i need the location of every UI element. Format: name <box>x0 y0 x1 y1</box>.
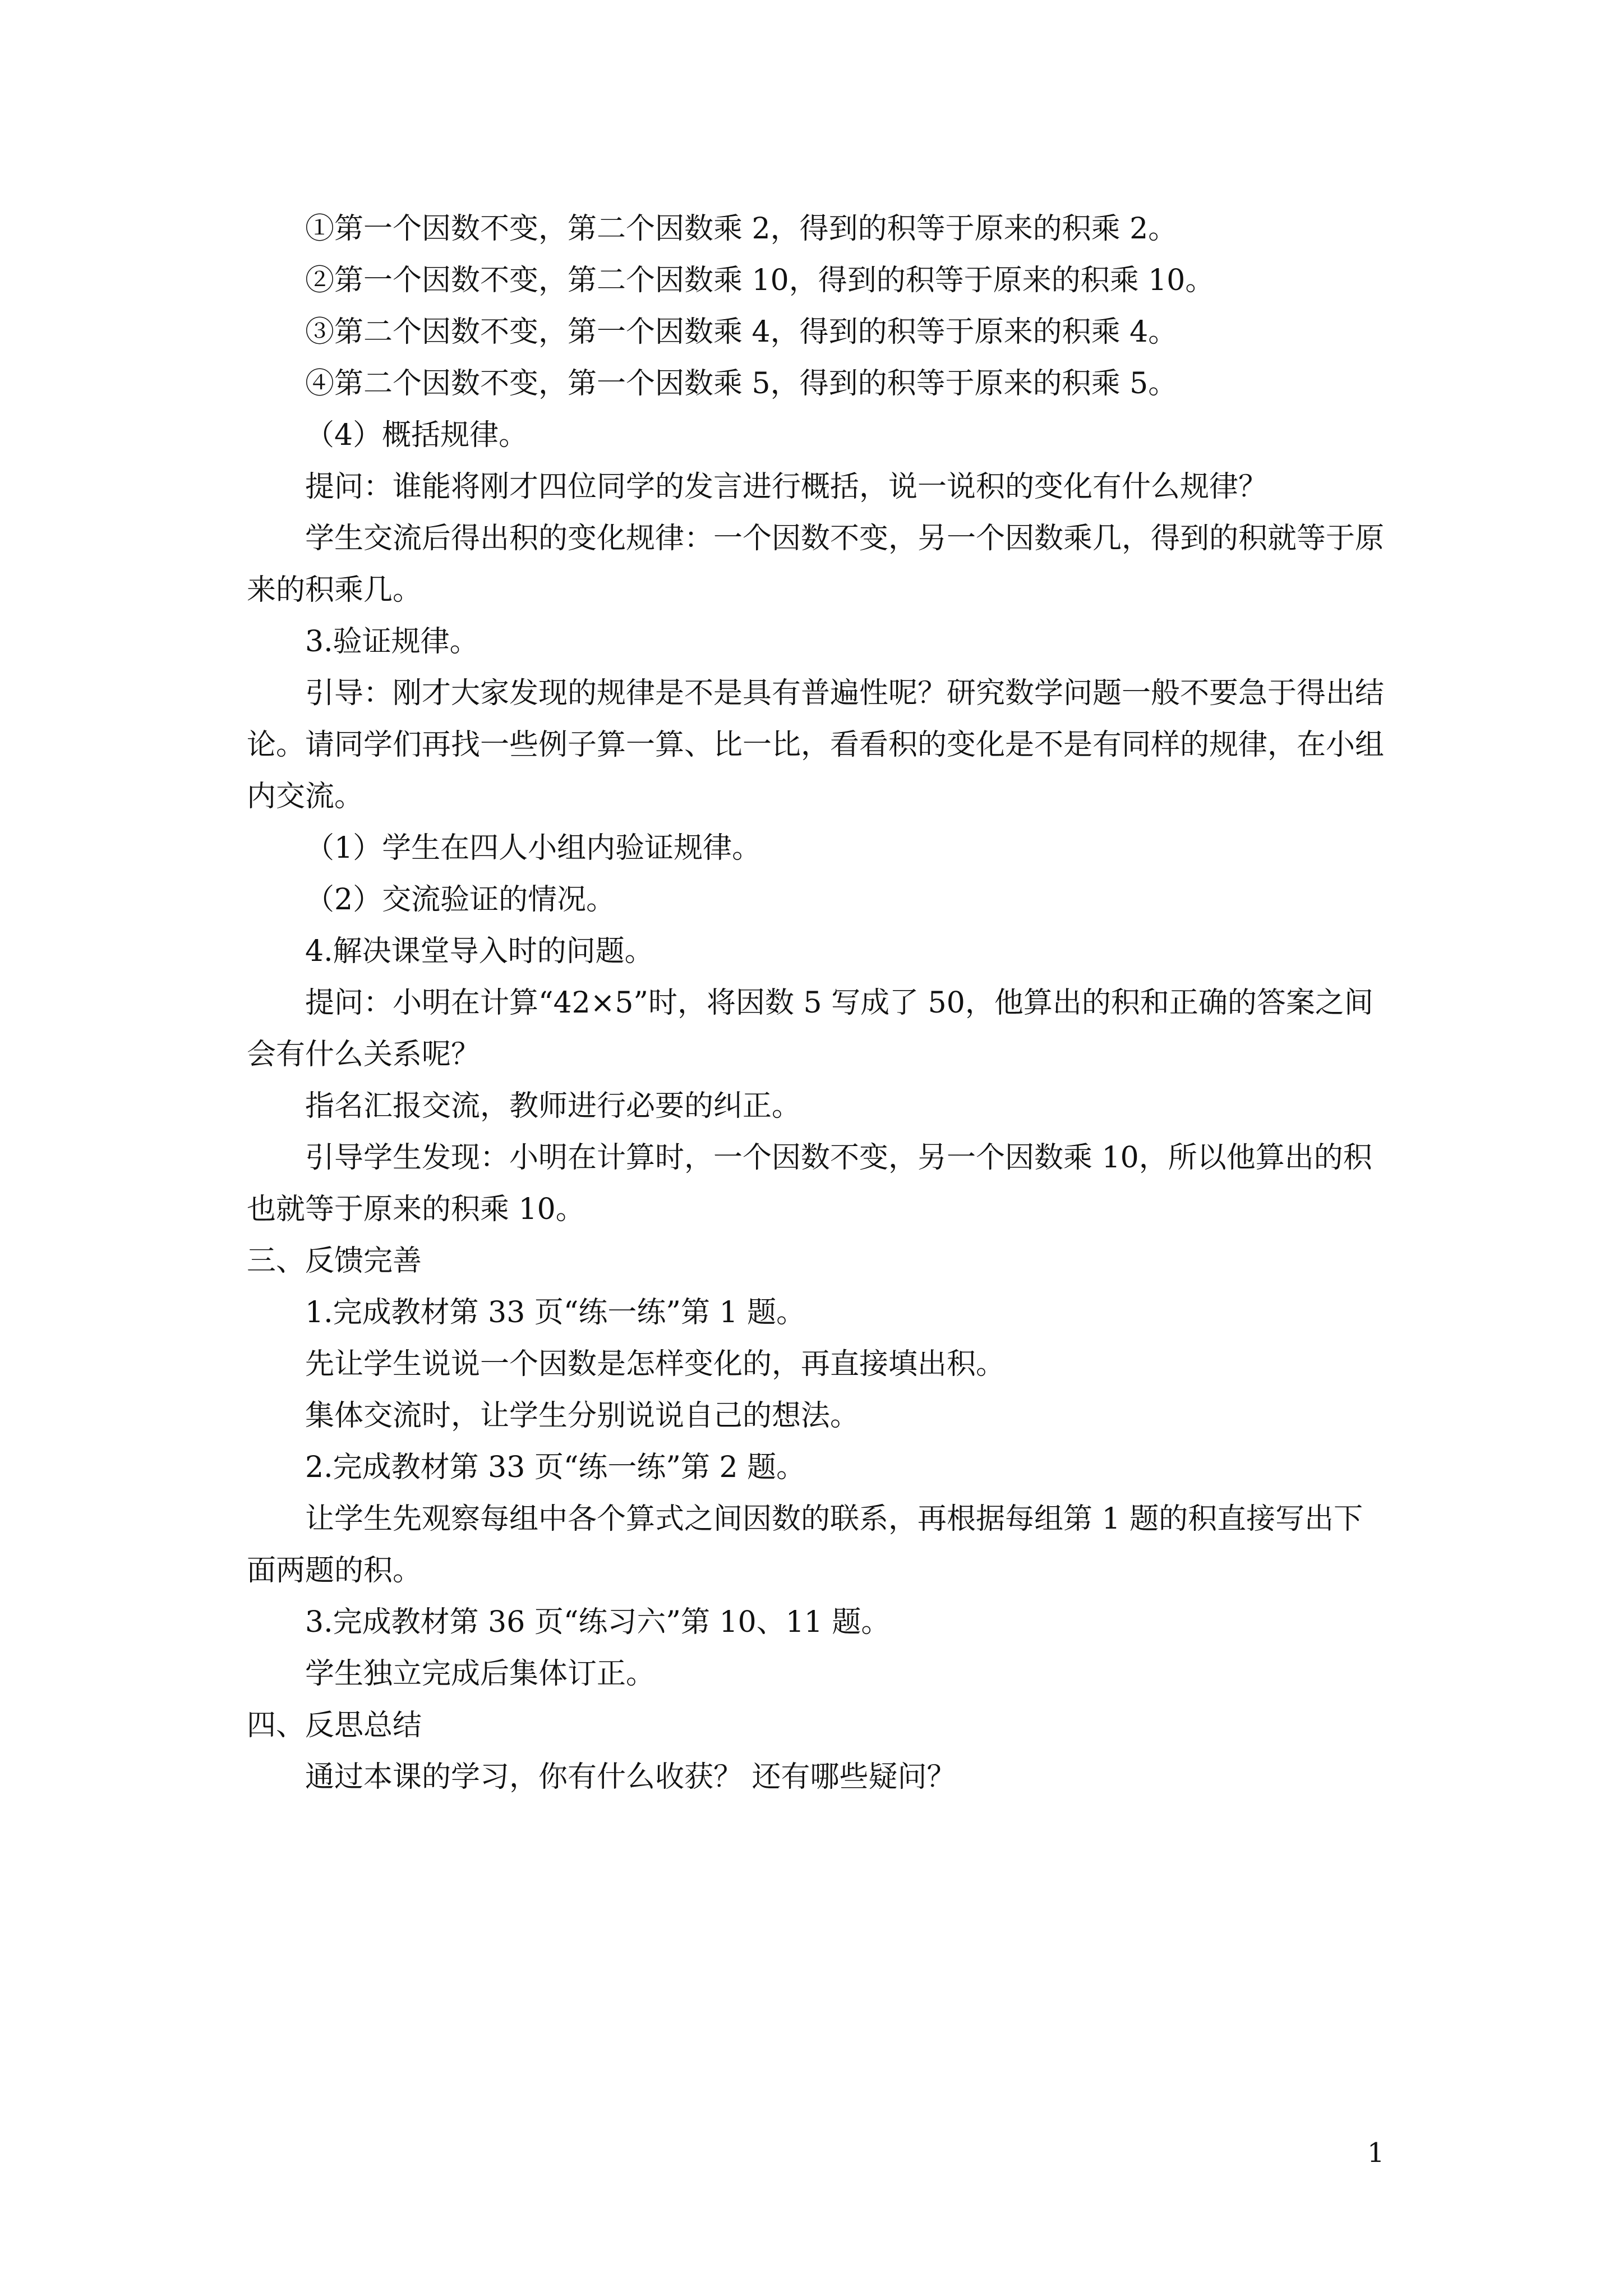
rule-observation-2: ②第一个因数不变，第二个因数乘 10，得到的积等于原来的积乘 10。 <box>305 264 1215 297</box>
rule-observation-1: ①第一个因数不变，第二个因数乘 2，得到的积等于原来的积乘 2。 <box>305 212 1178 246</box>
exercise-1: 1.完成教材第 33 页“练一练”第 1 题。 <box>305 1296 806 1329</box>
exercise-3: 3.完成教材第 36 页“练习六”第 10、11 题。 <box>305 1605 891 1639</box>
guide-verify: 引导：刚才大家发现的规律是不是具有普遍性呢？研究数学问题一般不要急于得出结论。请同学们再找一些例子算一算、比一比，看看积的变化是不是有同样的规律，在小组内交流。 <box>247 677 1385 813</box>
exercise-2: 2.完成教材第 33 页“练一练”第 2 题。 <box>305 1451 806 1484</box>
verify-step-2: （2）交流验证的情况。 <box>305 883 616 917</box>
guide-discovery: 引导学生发现：小明在计算时，一个因数不变，另一个因数乘 10，所以他算出的积也就等于原来的积乘 10。 <box>247 1141 1372 1226</box>
question-xiaoming: 提问：小明在计算“42×5”时，将因数 5 写成了 50，他算出的积和正确的答案之间会有什么关系呢？ <box>247 986 1373 1071</box>
document-body <box>247 203 1385 1803</box>
exercise-1-note-a: 先让学生说说一个因数是怎样变化的，再直接填出积。 <box>305 1347 1006 1381</box>
section-three-heading: 三、反馈完善 <box>247 1244 422 1278</box>
section-four-heading: 四、反思总结 <box>247 1709 422 1742</box>
question-summarize: 提问：谁能将刚才四位同学的发言进行概括，说一说积的变化有什么规律？ <box>305 470 1268 504</box>
exercise-3-note: 学生独立完成后集体订正。 <box>305 1657 656 1691</box>
step-summarize-heading: （4）概括规律。 <box>305 418 528 452</box>
rule-observation-3: ③第二个因数不变，第一个因数乘 4，得到的积等于原来的积乘 4。 <box>305 315 1178 349</box>
verify-step-1: （1）学生在四人小组内验证规律。 <box>305 831 762 865</box>
page-number: 1 <box>1367 2137 1385 2169</box>
rule-observation-4: ④第二个因数不变，第一个因数乘 5，得到的积等于原来的积乘 5。 <box>305 367 1178 401</box>
report-exchange: 指名汇报交流，教师进行必要的纠正。 <box>305 1089 801 1123</box>
section-solve-heading: 4.解决课堂导入时的问题。 <box>305 935 654 968</box>
exercise-1-note-b: 集体交流时，让学生分别说说自己的想法。 <box>305 1399 860 1433</box>
section-verify-heading: 3.验证规律。 <box>305 625 479 659</box>
reflection-question: 通过本课的学习，你有什么收获？ 还有哪些疑问？ <box>305 1760 956 1794</box>
rule-conclusion: 学生交流后得出积的变化规律：一个因数不变，另一个因数乘几，得到的积就等于原来的积乘几。 <box>247 522 1385 607</box>
exercise-2-note: 让学生先观察每组中各个算式之间因数的联系，再根据每组第 1 题的积直接写出下面两题的积。 <box>247 1502 1363 1588</box>
